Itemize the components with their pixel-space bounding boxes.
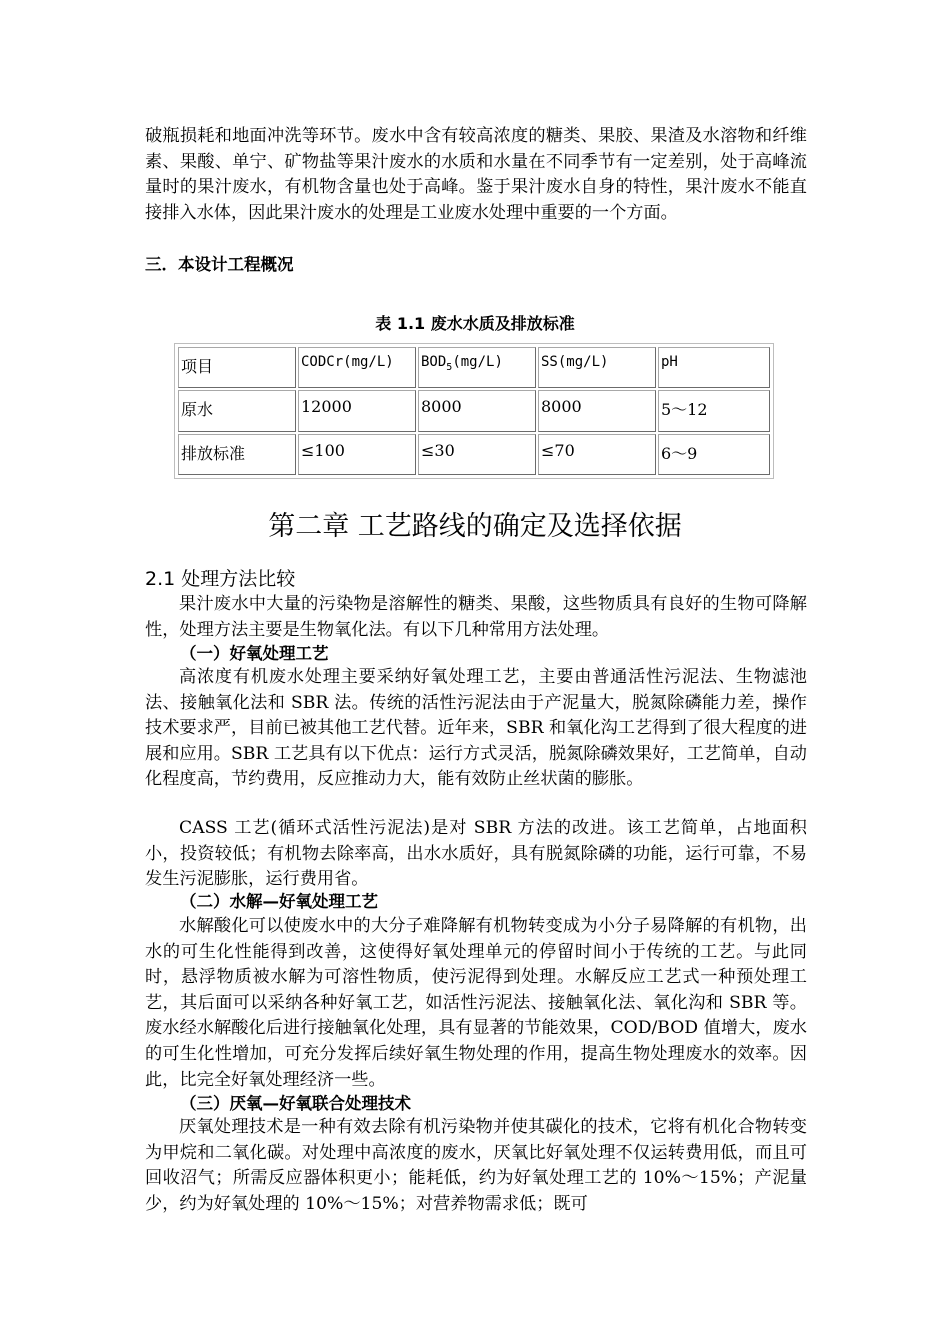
table-cell: 5～12 bbox=[658, 390, 770, 431]
water-quality-table bbox=[174, 343, 774, 479]
table-cell: CODCr(mg/L) bbox=[298, 347, 416, 388]
chapter-title: 第二章 工艺路线的确定及选择依据 bbox=[268, 511, 682, 542]
table-caption: 表 1.1 废水水质及排放标准 bbox=[375, 314, 575, 333]
section-heading-3: 三．本设计工程概况 bbox=[145, 255, 294, 274]
subsection-aerobic-title: （一）好氧处理工艺 bbox=[180, 644, 329, 663]
table-cell: pH bbox=[658, 347, 770, 388]
table-cell: 6～9 bbox=[658, 434, 770, 475]
subsection-hydrolysis-title: （二）水解—好氧处理工艺 bbox=[180, 892, 378, 911]
table-cell: 12000 bbox=[298, 390, 416, 431]
table-row bbox=[178, 390, 770, 431]
cass-paragraph: CASS 工艺(循环式活性污泥法)是对 SBR 方法的改进。该工艺简单，占地面积小，投资较低；有机物去除率高，出水水质好，具有脱氮除磷的功能，运行可靠，不易发生污泥膨胀，运行费用省。 bbox=[145, 818, 807, 890]
table-cell: 项目 bbox=[178, 347, 296, 388]
table-cell bbox=[418, 347, 536, 388]
bod-subscript: 5 bbox=[446, 361, 453, 373]
table-cell: ≤30 bbox=[418, 434, 536, 475]
anaerobic-paragraph: 厌氧处理技术是一种有效去除有机污染物并使其碳化的技术，它将有机化合物转变为甲烷和二氧化碳。对处理中高浓度的废水，厌氧比好氧处理不仅运转费用低，而且可回收沼气；所需反应器体积更小；能耗低，约为好氧处理工艺的 10%～15%；产泥量少，约为好氧处理的 10%～15%；对营养物需求低；既可 bbox=[145, 1117, 807, 1214]
table-row bbox=[178, 434, 770, 475]
table-cell: 排放标准 bbox=[178, 434, 296, 475]
bod-label: BOD bbox=[421, 354, 447, 370]
table-cell: ≤70 bbox=[538, 434, 656, 475]
table-header-row bbox=[178, 347, 770, 388]
table-cell: 8000 bbox=[538, 390, 656, 431]
table-cell: 原水 bbox=[178, 390, 296, 431]
methods-paragraph: 果汁废水中大量的污染物是溶解性的糖类、果酸，这些物质具有良好的生物可降解性，处理方法主要是生物氧化法。有以下几种常用方法处理。 bbox=[145, 594, 807, 640]
subsection-anaerobic-title: （三）厌氧—好氧联合处理技术 bbox=[180, 1094, 411, 1113]
bod-unit: (mg/L) bbox=[452, 354, 503, 370]
hydrolysis-paragraph: 水解酸化可以使废水中的大分子难降解有机物转变成为小分子易降解的有机物，出水的可生化性能得到改善，这使得好氧处理单元的停留时间小于传统的工艺。与此同时，悬浮物质被水解为可溶性物质，使污泥得到处理。水解反应工艺式一种预处理工艺，其后面可以采纳各种好氧工艺，如活性污泥法、接触氧化法、氧化沟和 SBR 等。废水经水解酸化后进行接触氧化处理，具有显著的节能效果，COD/BOD 值增大，废水的可生化性增加，可充分发挥后续好氧生物处理的作用，提高生物处理废水的效率。因此，比完全好氧处理经济一些。 bbox=[145, 916, 807, 1090]
table-cell: SS(mg/L) bbox=[538, 347, 656, 388]
intro-paragraph: 破瓶损耗和地面冲洗等环节。废水中含有较高浓度的糖类、果胶、果渣及水溶物和纤维素、果酸、单宁、矿物盐等果汁废水的水质和水量在不同季节有一定差别，处于高峰流量时的果汁废水，有机物含量也处于高峰。鉴于果汁废水自身的特性，果汁废水不能直接排入水体，因此果汁废水的处理是工业废水处理中重要的一个方面。 bbox=[145, 126, 807, 223]
table-cell: ≤100 bbox=[298, 434, 416, 475]
section-title: 2.1 处理方法比较 bbox=[145, 568, 296, 590]
aerobic-paragraph: 高浓度有机废水处理主要采纳好氧处理工艺，主要由普通活性污泥法、生物滤池法、接触氧化法和 SBR 法。传统的活性污泥法由于产泥量大，脱氮除磷能力差，操作技术要求严，目前已被其他工艺代替。近年来，SBR 和氧化沟工艺得到了很大程度的进展和应用。SBR 工艺具有以下优点：运行方式灵活，脱氮除磷效果好，工艺简单，自动化程度高，节约费用，反应推动力大，能有效防止丝状菌的膨胀。 bbox=[145, 667, 807, 790]
table-cell: 8000 bbox=[418, 390, 536, 431]
